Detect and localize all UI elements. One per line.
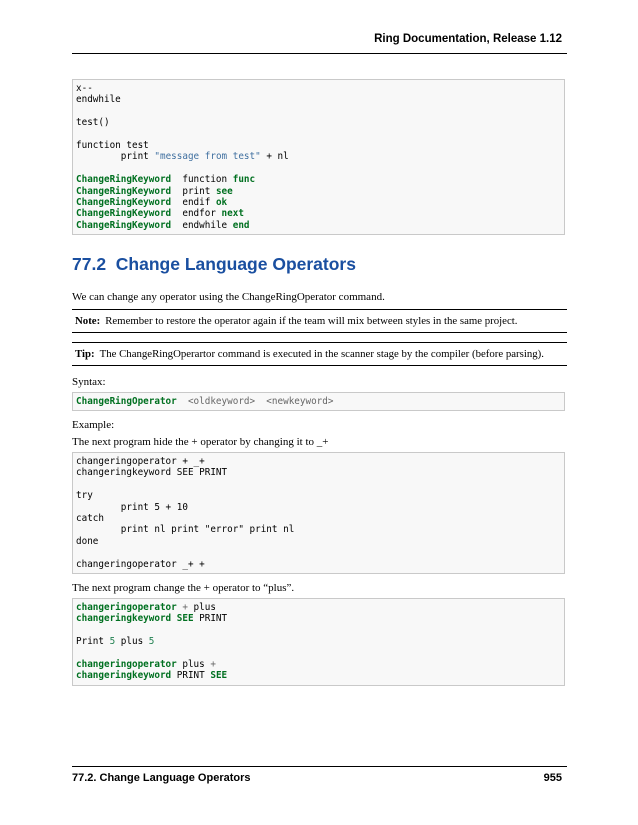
code-token: + nl <box>260 151 289 163</box>
code-number: 5 <box>148 636 155 648</box>
code-keyword: SEE <box>210 670 228 682</box>
code-line <box>76 636 564 647</box>
code-token: print <box>76 151 155 163</box>
code-keyword: changeringoperator <box>76 658 177 670</box>
code-string: "message from test" <box>154 151 261 163</box>
code-keyword: SEE <box>171 613 194 625</box>
code-line <box>76 613 564 624</box>
code-line <box>76 163 564 174</box>
section-number: 77.2 <box>72 254 107 274</box>
code-keyword: see <box>215 185 233 197</box>
footer-rule <box>72 766 567 767</box>
code-line: changeringkeyword SEE PRINT <box>76 467 228 479</box>
code-line <box>76 220 564 231</box>
code-token: print <box>171 185 216 197</box>
section-title: Change Language Operators <box>115 254 356 274</box>
code-line <box>76 547 564 558</box>
note-label: Note: <box>75 315 101 327</box>
footer-section: 77.2. Change Language Operators <box>72 772 251 784</box>
code-line <box>76 106 564 117</box>
code-line <box>76 625 564 636</box>
code-number: 5 <box>109 636 116 648</box>
code-keyword: ChangeRingKeyword <box>76 208 172 220</box>
code-line <box>76 151 564 162</box>
code-keyword: changeringkeyword <box>76 613 172 625</box>
code-token: endif <box>171 196 216 208</box>
code-line <box>76 479 564 490</box>
code-line: print 5 + 10 <box>76 501 188 513</box>
code-line: x-- <box>76 83 93 94</box>
code-line <box>76 659 564 670</box>
code-token: Print <box>76 636 110 648</box>
page-number: 955 <box>543 772 562 784</box>
tip-label: Tip: <box>75 348 95 360</box>
code-block-2 <box>72 452 565 574</box>
note-text: Remember to restore the operator again if the team will mix between styles in the same project. <box>105 315 518 327</box>
code-token: function <box>171 174 233 186</box>
code-operator: + <box>210 658 216 670</box>
example-label: Example: <box>72 419 115 431</box>
code-line: print nl print "error" print nl <box>76 524 295 536</box>
code-line <box>76 208 564 219</box>
code-operator: + <box>176 602 194 613</box>
code-keyword: ChangeRingKeyword <box>76 185 172 197</box>
code-line <box>76 129 564 140</box>
code-keyword: ok <box>215 196 228 208</box>
code-line <box>76 670 564 681</box>
next-paragraph-2: The next program change the + operator to “plus”. <box>72 582 295 594</box>
tip-box <box>72 342 567 366</box>
code-line: catch <box>76 512 104 524</box>
code-keyword: ChangeRingKeyword <box>76 219 172 231</box>
next-paragraph-1: The next program hide the + operator by changing it to _+ <box>72 436 329 448</box>
code-line: test() <box>76 117 110 129</box>
code-block-3 <box>72 598 565 686</box>
code-token: endwhile <box>171 219 233 231</box>
code-line: try <box>76 490 93 502</box>
note-box <box>72 309 567 333</box>
code-keyword: ChangeRingOperator <box>76 396 177 407</box>
header-rule <box>72 53 567 54</box>
intro-paragraph: We can change any operator using the ChangeRingOperator command. <box>72 291 385 303</box>
code-line <box>76 174 564 185</box>
code-keyword: func <box>232 174 256 186</box>
code-line: endwhile <box>76 94 121 106</box>
code-keyword: next <box>221 208 244 220</box>
code-keyword: changeringkeyword <box>76 670 172 682</box>
code-token: endfor <box>171 208 222 220</box>
code-keyword: end <box>232 219 250 231</box>
code-line: changeringoperator + _+ <box>76 456 205 467</box>
code-line: changeringoperator _+ + <box>76 558 205 570</box>
code-line: done <box>76 535 99 547</box>
code-line <box>76 186 564 197</box>
code-token: PRINT <box>193 613 228 625</box>
code-line <box>76 648 564 659</box>
code-keyword: ChangeRingKeyword <box>76 196 172 208</box>
code-line <box>76 197 564 208</box>
code-token: plus <box>193 602 216 613</box>
running-header: Ring Documentation, Release 1.12 <box>374 33 562 45</box>
code-token: <oldkeyword> <newkeyword> <box>176 396 334 407</box>
section-heading <box>72 254 356 275</box>
code-block-1 <box>72 79 565 235</box>
code-token: plus <box>115 636 149 648</box>
tip-text: The ChangeRingOperartor command is executed in the scanner stage by the compiler (before parsing). <box>99 348 544 360</box>
code-keyword: changeringoperator <box>76 602 177 613</box>
code-line <box>76 396 564 407</box>
syntax-code-block <box>72 392 565 411</box>
code-keyword: ChangeRingKeyword <box>76 174 172 186</box>
code-token: plus <box>176 658 211 670</box>
syntax-label: Syntax: <box>72 376 106 388</box>
code-token: PRINT <box>171 670 211 682</box>
code-line: function test <box>76 139 149 151</box>
code-line <box>76 602 564 613</box>
